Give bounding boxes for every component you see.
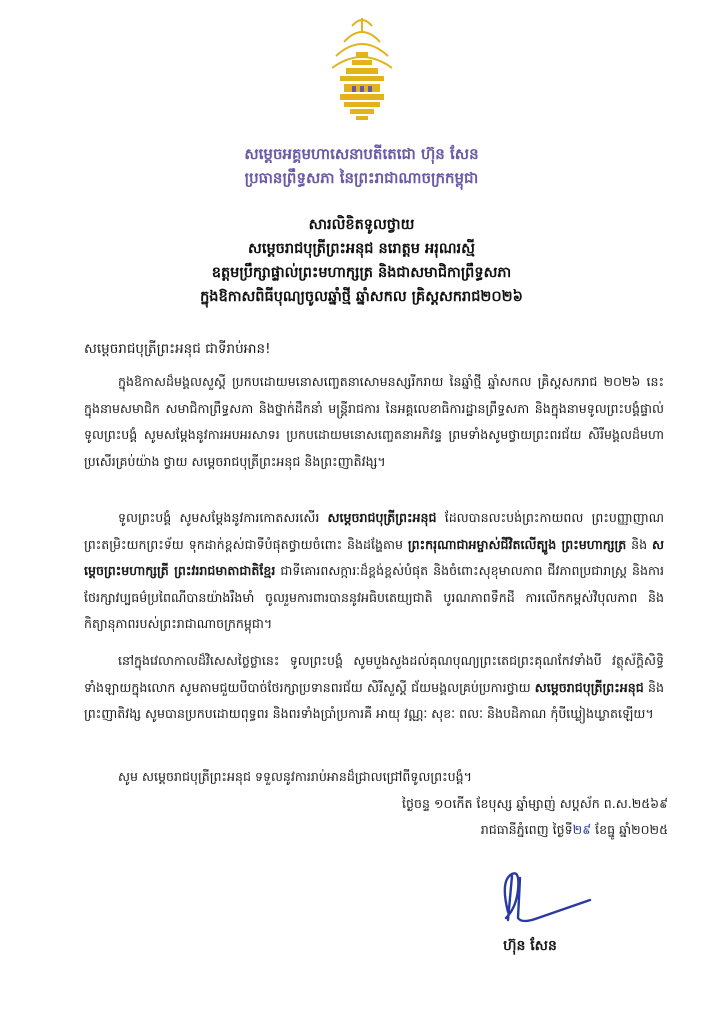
paragraph-2-text-e: និង [626, 536, 653, 552]
solar-date-day: ២៩ [572, 822, 592, 837]
issuer-position: ប្រធានព្រឹទ្ធសភា នៃព្រះរាជាណាចក្រកម្ពុជា [244, 169, 479, 187]
paragraph-2-bold-recipient: សម្តេចរាជបុត្រីព្រះអនុជ [327, 510, 437, 525]
solar-date-suffix: ខែធ្នូ ឆ្នាំ២០២៥ [591, 822, 668, 837]
paragraph-2 [84, 505, 664, 641]
signer-name: ហ៊ុន សែន [503, 938, 557, 954]
issuer-name: សម្តេចអគ្គមហាសេនាបតីតេជោ ហ៊ុន សែន [244, 145, 479, 163]
paragraph-1-text: ក្នុងឱកាសដ៏មង្គលសួស្តី ប្រកបដោយមនោសញ្ចេតនាសោមនស្សរីករាយ នៃឆ្នាំថ្មី ឆ្នាំសកល គ្រិស្តសករាជ ២០២៦ នេះ ក្នុងនាមសមាជិក សមាជិកាព្រឹទ្ធសភា និងថ្នាក់ដឹកនាំ មន្ត្រីរាជការ នៃអគ្គលេខាធិការដ្ឋានព្រឹទ្ធសភា និងក្នុងនាមទូលព្រះបង្គំផ្ទាល់ ទូលព្រះបង្គំ សូមសម្តែងនូវការអបអរសាទរ ប្រកបដោយមនោសញ្ចេតនាអភិវន្ទ ព្រមទាំងសូមថ្វាយព្រះពរជ័យ សិរីមង្គលដ៏មហាប្រសើរគ្រប់យ៉ាង ថ្វាយ សម្តេចរាជបុត្រីព្រះអនុជ និងព្រះញាតិវង្ស។ [84, 374, 664, 469]
solar-date-prefix: រាជធានីភ្នំពេញ ថ្ងៃទី [480, 822, 573, 837]
paragraph-2-bold-king: ព្រះករុណាជាអម្ចាស់ជីវិតលើត្បូង ព្រះមហាក្សត្រ [407, 536, 627, 552]
emblem-icon [322, 12, 402, 124]
paragraph-2-text-a: ទូលព្រះបង្គំ សូមសម្តែងនូវការកោតសរសើរ [118, 510, 328, 525]
paragraph-2-text-g: ជាទីគោរពសក្ការៈដ៏ខ្ពង់ខ្ពស់បំផុត និងចំពោះសុខុមាលភាព ជីវភាពប្រជារាស្ត្រ និងការថែរក្សាវប្បធម៌ប្រពៃណីបានយ៉ាងរឹងមាំ ចូលរួមការពារបាននូវអធិបតេយ្យជាតិ បូរណភាពទឹកដី ការលើកកម្ពស់វិបុលភាព និងកិត្យានុភាពរបស់ព្រះរាជាណាចក្រកម្ពុជា។ [84, 563, 664, 632]
closing-text: សូម សម្តេចរាជបុត្រីព្រះអនុជ ទទួលនូវការរាប់អានដ៏ជ្រាលជ្រៅពីទូលព្រះបង្គំ។ [118, 769, 472, 784]
paragraph-3-bold-recipient: សម្តេចរាជបុត្រីព្រះអនុជ [534, 679, 644, 695]
lunar-date: ថ្ងៃចន្ទ ១០កើត ខែបុស្ស ឆ្នាំម្សាញ់ សប្តស័ក ព.ស.២៥៦៩ [402, 796, 668, 811]
paragraph-1 [84, 369, 664, 505]
paragraph-3 [84, 648, 664, 758]
paragraph-2-bold-queen: សម្តេចព្រះមហាក្សត្រី ព្រះវររាជមាតាជាតិខ្មែរ [84, 536, 664, 579]
paragraph-3-text-a: នៅក្នុងវេលាកាលដ៏វិសេសថ្លៃថ្លានេះ ទូលព្រះបង្គំ សូមបួងសួងដល់គុណបុណ្យព្រះតេជព្រះគុណកែវទាំងបី វត្ថុស័ក្តិសិទ្ធិទាំងឡាយក្នុងលោក សូមតាមជួយបីបាច់ថែរក្សាប្រទានពរជ័យ សិរីសួស្តី ជ័យមង្គលគ្រប់ប្រការថ្វាយ [84, 653, 664, 695]
recipient-position: ឧត្តមប្រឹក្សាផ្ទាល់ព្រះមហាក្សត្រ និងជាសមាជិកាព្រឹទ្ធសភា [211, 265, 512, 281]
paragraph-4 [84, 764, 664, 792]
signature-icon [478, 860, 598, 932]
salutation: សម្តេចរាជបុត្រីព្រះអនុជ ជាទីរាប់អាន! [84, 341, 271, 357]
letter-title: សារលិខិតទូលថ្វាយ [308, 217, 415, 233]
paragraph-2-text-c: ដែលបានលះបង់ព្រះកាយពល ព្រះបញ្ញាញាណ ព្រះតម្រិះយកព្រះទ័យ ទុកដាក់ខ្ពស់ជាទីបំផុតថ្វាយចំពោះ និងដង្ហែតាម [84, 510, 664, 552]
paragraph-3-text-c: និងព្រះញាតិវង្ស សូមបានប្រកបដោយពុទ្ធពរ និងពរទាំងប្រាំប្រការគឺ អាយុ វណ្ណៈ សុខៈ ពលៈ និងបដិភាណ កុំបីឃ្លៀងឃ្លាតឡើយ។ [84, 679, 664, 722]
solar-date [268, 817, 668, 843]
occasion-line: ក្នុងឱកាសពិធីបុណ្យចូលឆ្នាំថ្មី ឆ្នាំសកល គ្រិស្តសករាជ២០២៦ [200, 289, 523, 305]
recipient-name: សម្តេចរាជបុត្រីព្រះអនុជ នរោត្តម អរុណរស្មី [248, 241, 475, 257]
